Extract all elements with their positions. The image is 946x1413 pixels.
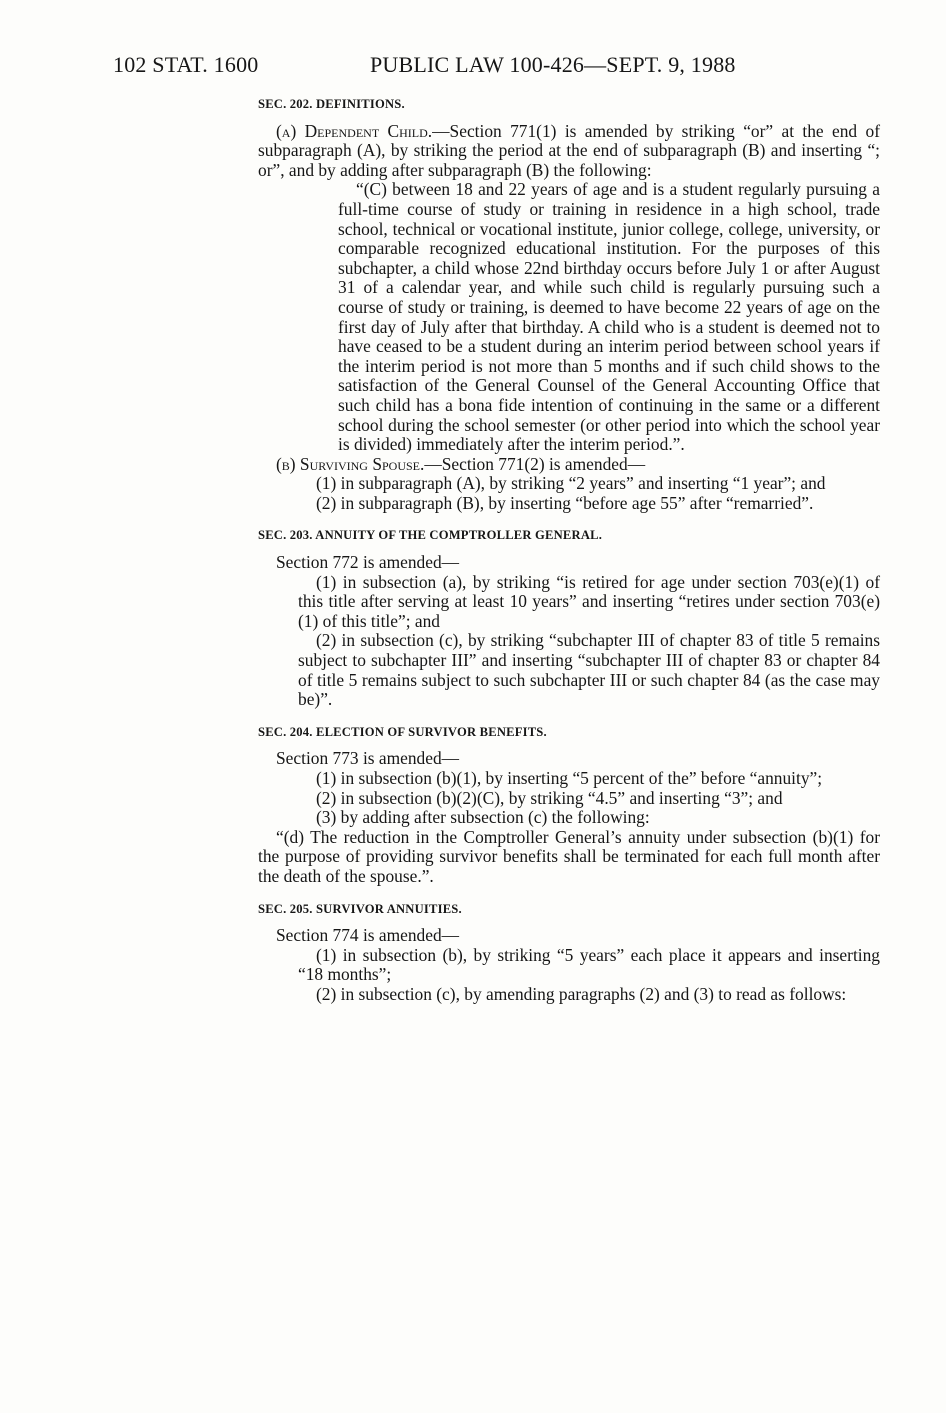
document-body	[258, 95, 880, 1005]
section-202-a-label: (a) Dependent Child.	[276, 120, 433, 141]
statute-page-number: 102 STAT. 1600	[113, 52, 259, 77]
section-204-quote: “(d) The reduction in the Comptroller General’s annuity under subsection (b)(1) for the purpose of providing survivor benefits shall be terminated for each full month after the death of the spouse.”.	[258, 826, 880, 886]
section-205-intro: Section 774 is amended—	[276, 925, 460, 946]
section-202-b2: (2) in subparagraph (B), by inserting “before age 55” after “remarried”.	[316, 492, 814, 513]
section-202-b1: (1) in subparagraph (A), by striking “2 years” and inserting “1 year”; and	[316, 473, 826, 494]
section-203-p1: (1) in subsection (a), by striking “is retired for age under section 703(e)(1) of this title after serving at least 10 years” and inserting “retires under section 703(e)(1) of this title”; and	[298, 571, 880, 631]
section-204-p3: (3) by adding after subsection (c) the following:	[316, 807, 650, 828]
section-205-p2: (2) in subsection (c), by amending paragraphs (2) and (3) to read as follows:	[316, 983, 847, 1004]
section-202-heading: SEC. 202. DEFINITIONS.	[258, 97, 405, 111]
section-202-quote: “(C) between 18 and 22 years of age and is a student regularly pursuing a full-time course of study or training in residence in a high school, trade school, technical or vocational institute, junior college, college, university, or comparable recognized educational institution. For the purposes of this subchapter, a child whose 22nd birthday occurs before July 1 or after August 31 of a calendar year, and while such child is regularly pursuing such a course of study or training, is deemed to have become 22 years of age on the first day of July after that birthday. A child who is a student is deemed not to have ceased to be a student during an interim period between school years if the interim period is not more than 5 months and if such child shows to the satisfaction of the General Counsel of the General Accounting Office that such child has a bona fide intention of continuing in the same or a different school during the school semester (or other period into which the school year is divided) immediately after the interim period.”.	[338, 179, 880, 455]
section-202-b	[258, 455, 880, 475]
section-202-b-label: (b) Surviving Spouse.	[276, 453, 425, 474]
section-203-heading: SEC. 203. ANNUITY OF THE COMPTROLLER GENERAL.	[258, 528, 603, 543]
section-204-p2: (2) in subsection (b)(2)(C), by striking “4.5” and inserting “3”; and	[316, 787, 783, 808]
section-204-intro: Section 773 is amended—	[276, 748, 460, 769]
section-204-p1: (1) in subsection (b)(1), by inserting “5 percent of the” before “annuity”;	[316, 768, 823, 788]
section-205-p1: (1) in subsection (b), by striking “5 years” each place it appears and inserting “18 months”;	[298, 944, 880, 985]
section-202-b-text: —Section 771(2) is amended—	[424, 453, 646, 474]
section-203-intro: Section 772 is amended—	[276, 552, 460, 573]
section-202-a	[258, 122, 880, 181]
section-203-p2: (2) in subsection (c), by striking “subchapter III of chapter 83 of title 5 remains subject to subchapter III” and inserting “subchapter III of chapter 83 or chapter 84 of title 5 remains subject to such subchapter III or such chapter 84 (as the case may be)”.	[298, 630, 880, 710]
section-204-heading: SEC. 204. ELECTION OF SURVIVOR BENEFITS.	[258, 724, 547, 739]
section-205-heading: SEC. 205. SURVIVOR ANNUITIES.	[258, 901, 462, 916]
section-202-a-text: —Section 771(1) is amended by striking “or” at the end of subparagraph (A), by striking the period at the end of subparagraph (B) and inserting “; or”, and by adding after subparagraph (B) the following:	[258, 120, 880, 180]
running-head: PUBLIC LAW 100-426—SEPT. 9, 1988	[370, 52, 736, 77]
